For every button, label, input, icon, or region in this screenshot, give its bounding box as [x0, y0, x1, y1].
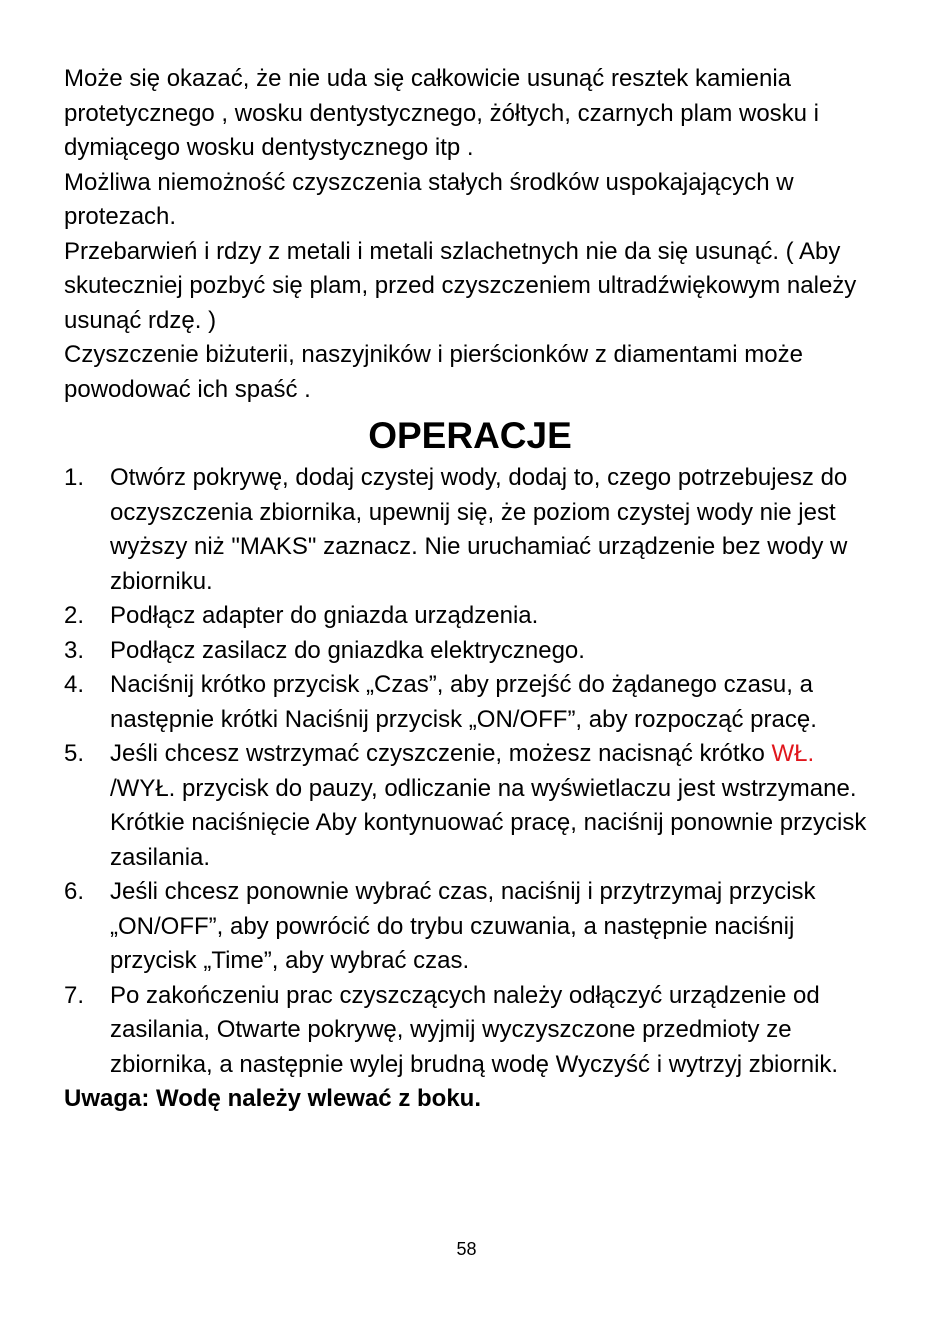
- step-number: 4.: [64, 671, 85, 698]
- document-page: [64, 62, 884, 1117]
- list-item: [64, 979, 884, 1083]
- list-item: [64, 875, 884, 979]
- step-text: Jeśli chcesz ponownie wybrać czas, naciśnij i przytrzymaj przycisk „ON/OFF”, aby powrócić do trybu czuwania, a następnie naciśnij przycisk „Time”, aby wybrać czas.: [110, 878, 816, 974]
- intro-paragraph-4: Czyszczenie biżuterii, naszyjników i pierścionków z diamentami może powodować ich spaść .: [64, 341, 803, 403]
- step-text: Naciśnij krótko przycisk „Czas”, aby przejść do żądanego czasu, a następnie krótki Naciśnij przycisk „ON/OFF”, aby rozpocząć pracę.: [110, 671, 817, 733]
- list-item: [64, 634, 884, 669]
- list-item: [64, 668, 884, 737]
- step-number: 6.: [64, 878, 85, 905]
- step-number: 3.: [64, 636, 85, 664]
- operation-steps-list: [64, 461, 884, 1082]
- highlighted-on-label: WŁ.: [771, 740, 815, 767]
- step-text: Po zakończeniu prac czyszczących należy odłączyć urządzenie od zasilania, Otwarte pokrywę, wyjmij wyczyszczone przedmioty ze zbiornika, a następnie wylej brudną wodę Wyczyść i wytrzyj zbiornik.: [110, 981, 839, 1078]
- step-text: Podłącz adapter do gniazda urządzenia.: [110, 602, 539, 629]
- step-number: 7.: [64, 981, 85, 1009]
- step-number: 2.: [64, 602, 85, 629]
- step-text: Otwórz pokrywę, dodaj czystej wody, dodaj to, czego potrzebujesz do oczyszczenia zbiornika, upewnij się, że poziom czystej wody nie jest wyższy niż "MAKS" zaznacz. Nie uruchamiać urządzenie bez wody w zbiorniku.: [110, 464, 848, 595]
- intro-paragraph-1: Może się okazać, że nie uda się całkowicie usunąć resztek kamienia protetycznego , wosku dentystycznego, żółtych, czarnych plam wosku i dymiącego wosku dentystycznego itp .: [64, 65, 820, 161]
- step-text: Podłącz zasilacz do gniazdka elektrycznego.: [110, 636, 585, 664]
- page-number: 58: [456, 1239, 477, 1259]
- intro-paragraph-2: Możliwa niemożność czyszczenia stałych środków uspokajających w protezach.: [64, 168, 794, 230]
- list-item: [64, 737, 884, 875]
- section-heading: OPERACJE: [368, 415, 572, 456]
- step-text-after: /WYŁ. przycisk do pauzy, odliczanie na wyświetlaczu jest wstrzymane. Krótkie naciśnięcie Aby kontynuować pracę, naciśnij ponownie przycisk zasilania.: [110, 774, 867, 871]
- intro-paragraph-3: Przebarwień i rdzy z metali i metali szlachetnych nie da się usunąć. ( Aby skuteczniej pozbyć się plam, przed czyszczeniem ultradźwiękowym należy usunąć rdzę. ): [64, 237, 857, 334]
- warning-note: Uwaga: Wodę należy wlewać z boku.: [64, 1085, 481, 1112]
- list-item: [64, 461, 884, 599]
- step-text-before: Jeśli chcesz wstrzymać czyszczenie, możesz nacisnąć krótko: [110, 740, 772, 767]
- step-number: 1.: [64, 464, 85, 491]
- list-item: [64, 599, 884, 634]
- step-number: 5.: [64, 740, 85, 767]
